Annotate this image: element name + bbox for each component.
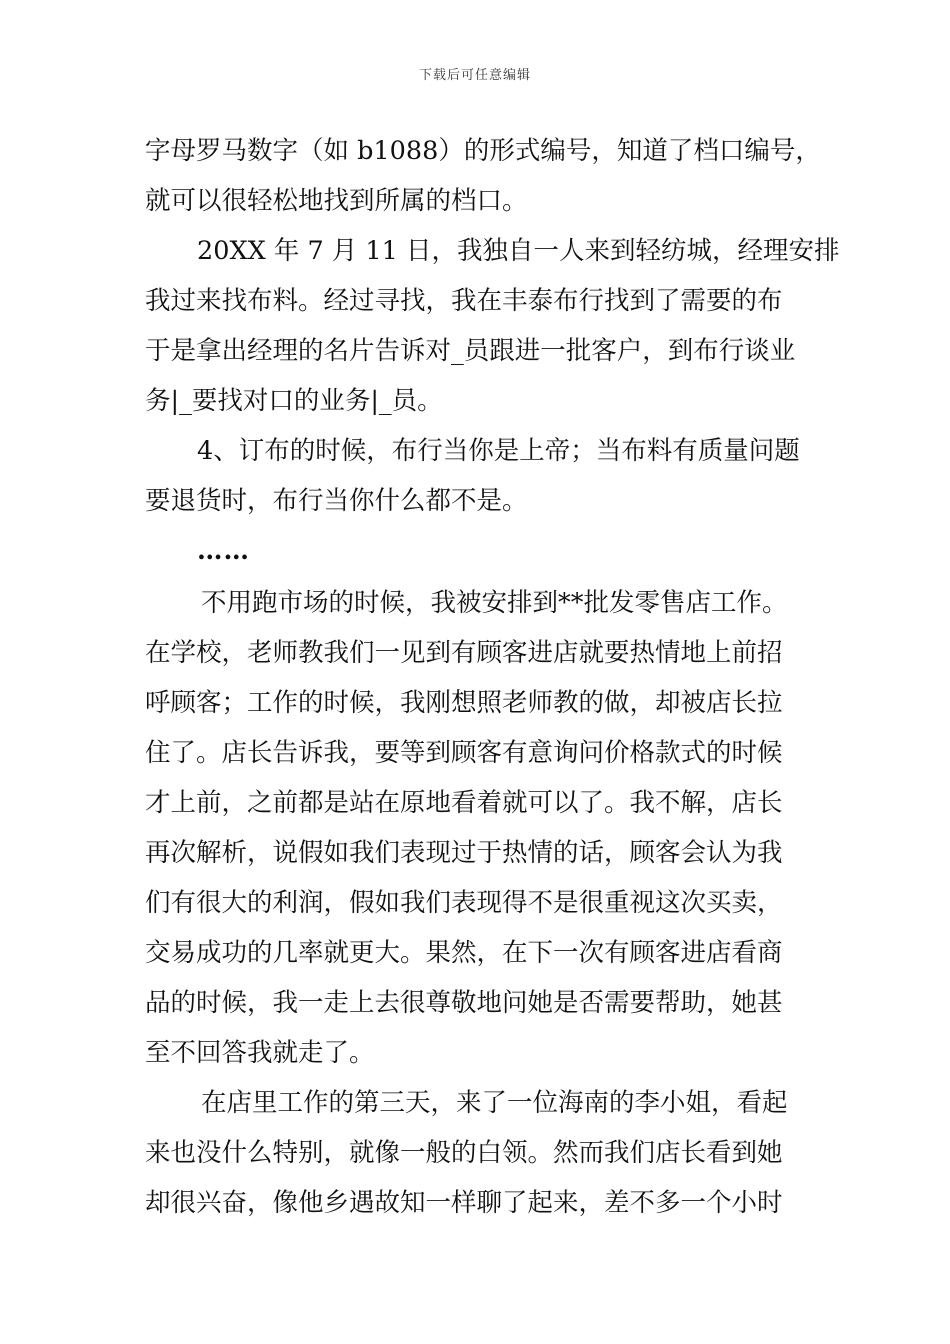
text-line: 来也没什么特别，就像一般的白领。然而我们店长看到她 (145, 1138, 783, 1168)
text-line: 住了。店长告诉我，要等到顾客有意询问价格款式的时候 (145, 738, 783, 768)
text-line: 呼顾客；工作的时候，我刚想照老师教的做，却被店长拉 (145, 688, 783, 718)
text-line: 就可以很轻松地找到所属的档口。 (145, 186, 528, 216)
page-header-note: 下载后可任意编辑 (418, 68, 531, 83)
text-line: 要退货时，布行当你什么都不是。 (145, 486, 528, 516)
paragraph-start-line: 在店里工作的第三天，来了一位海南的李小姐，看起 (201, 1088, 788, 1118)
text-line: 我过来找布料。经过寻找，我在丰泰布行找到了需要的布 (145, 286, 783, 316)
text-line: 再次解析，说假如我们表现过于热情的话，顾客会认为我 (145, 838, 783, 868)
document-body (145, 126, 840, 1228)
paragraph-start-line: 4、订布的时候，布行当你是上帝；当布料有质量问题 (197, 436, 800, 466)
text-line: 务|_要找对口的业务|_员。 (145, 386, 443, 416)
text-line: 们有很大的利润，假如我们表现得不是很重视这次买卖， (145, 888, 783, 918)
text-line: 交易成功的几率就更大。果然，在下一次有顾客进店看商 (145, 938, 783, 968)
text-line: 至不回答我就走了。 (145, 1038, 375, 1068)
text-line: 字母罗马数字（如 b1088）的形式编号，知道了档口编号， (145, 136, 821, 166)
paragraph-start-line: 20XX 年 7 月 11 日，我独自一人来到轻纺城，经理安排 (197, 236, 840, 266)
text-line: 于是拿出经理的名片告诉对_员跟进一批客户，到布行谈业 (145, 336, 796, 366)
text-line: 品的时候，我一走上去很尊敬地问她是否需要帮助，她甚 (145, 988, 783, 1018)
paragraph-start-line: 不用跑市场的时候，我被安排到**批发零售店工作。 (201, 588, 788, 618)
text-line: 却很兴奋，像他乡遇故知一样聊了起来，差不多一个小时 (145, 1188, 783, 1218)
text-line: 在学校，老师教我们一见到有顾客进店就要热情地上前招 (145, 638, 783, 668)
text-line: 才上前，之前都是站在原地看着就可以了。我不解，店长 (145, 788, 783, 818)
ellipsis-separator: …… (197, 536, 250, 566)
